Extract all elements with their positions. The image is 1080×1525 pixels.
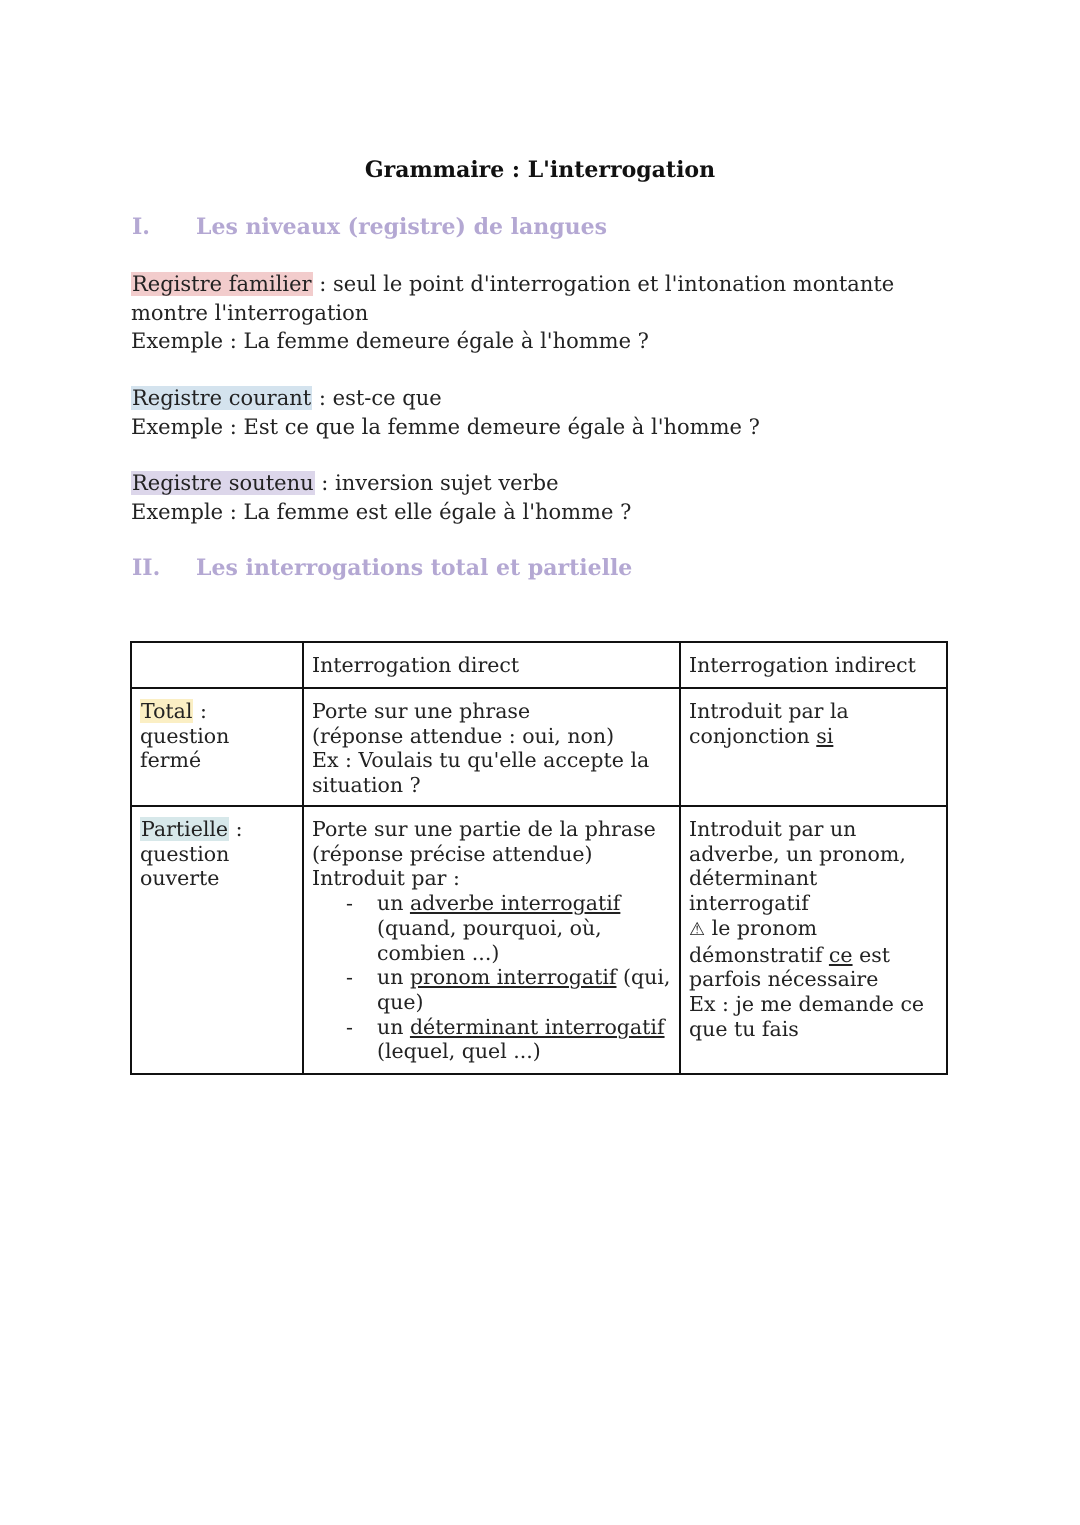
partielle-desc: : question ouverte <box>140 817 243 891</box>
total-direct-cell <box>303 688 680 806</box>
list-item <box>377 1015 671 1064</box>
cell-text: Introduit par la conjonction <box>689 699 849 748</box>
table-header-row <box>131 642 947 688</box>
item-term: adverbe interrogatif <box>409 891 621 916</box>
total-indirect-cell <box>680 688 947 806</box>
warning-icon: ⚠ <box>689 918 706 940</box>
cell-line: Introduit par un adverbe, un pronom, déterminant interrogatif <box>689 817 906 916</box>
total-desc: : question fermé <box>140 699 230 773</box>
registre-text: : inversion sujet verbe <box>314 471 559 495</box>
introduction-list <box>312 891 671 1064</box>
warn-text: est parfois nécessaire <box>689 942 890 992</box>
item-term: pronom interrogatif <box>409 965 617 990</box>
section-title: Les interrogations total et partielle <box>196 555 633 581</box>
header-direct: Interrogation direct <box>303 642 680 688</box>
header-indirect: Interrogation indirect <box>680 642 947 688</box>
section-title: Les niveaux (registre) de langues <box>196 214 608 240</box>
cell-line: (réponse précise attendue) <box>312 841 593 866</box>
registre-courant-block <box>131 384 931 441</box>
registre-label: Registre soutenu <box>132 471 314 495</box>
total-label-cell <box>131 688 303 806</box>
list-item <box>377 965 671 1014</box>
registre-text: : est-ce que <box>312 386 442 410</box>
cell-line: (réponse attendue : oui, non) <box>312 723 615 748</box>
registre-example: Exemple : La femme demeure égale à l'homme ? <box>131 329 649 353</box>
interrogation-table <box>130 641 948 1075</box>
list-item <box>377 891 671 965</box>
table-row-total <box>131 688 947 806</box>
registre-label: Registre courant <box>132 386 312 410</box>
registre-definition <box>131 270 931 327</box>
partielle-direct-cell <box>303 806 680 1074</box>
registre-example: Exemple : La femme est elle égale à l'homme ? <box>131 499 632 524</box>
cell-line: Ex : Voulais tu qu'elle accepte la situation ? <box>312 748 650 798</box>
item-term: déterminant interrogatif <box>409 1014 665 1039</box>
item-suffix: (lequel, quel ...) <box>377 1039 541 1064</box>
item-prefix: un <box>377 891 410 916</box>
section-heading-1 <box>132 214 607 240</box>
partielle-indirect-cell <box>680 806 947 1074</box>
warning-note <box>689 916 938 992</box>
partielle-label: Partielle <box>141 817 229 841</box>
warn-text: le pronom démonstratif <box>689 915 829 967</box>
total-label: Total <box>141 699 193 723</box>
section-heading-2 <box>132 555 632 581</box>
table-corner-cell <box>131 642 303 688</box>
item-prefix: un <box>377 1014 410 1039</box>
section-number: I. <box>132 214 150 240</box>
cell-example: Ex : je me demande ce que tu fais <box>689 991 925 1041</box>
table-row-partielle <box>131 806 947 1074</box>
registre-text: : seul le point d'interrogation et l'intonation montante montre l'interrogation <box>131 272 895 325</box>
page-title: Grammaire : L'interrogation <box>364 157 716 183</box>
partielle-label-cell <box>131 806 303 1074</box>
conjonction-word: si <box>816 723 834 748</box>
warn-word: ce <box>828 942 853 967</box>
registre-example: Exemple : Est ce que la femme demeure égale à l'homme ? <box>131 414 760 439</box>
registre-soutenu-block <box>131 469 931 526</box>
item-prefix: un <box>377 965 410 990</box>
cell-line: Porte sur une partie de la phrase <box>312 817 656 841</box>
registre-definition <box>131 384 931 413</box>
cell-line: Introduit par : <box>312 866 460 891</box>
registre-definition <box>131 469 931 498</box>
item-suffix: (quand, pourquoi, où, combien ...) <box>377 915 602 965</box>
item-suffix: (qui, que) <box>377 965 671 1014</box>
cell-line: Porte sur une phrase <box>312 699 531 723</box>
registre-label: Registre familier <box>132 272 312 296</box>
section-number: II. <box>132 555 161 581</box>
registre-familier-block <box>131 270 931 356</box>
